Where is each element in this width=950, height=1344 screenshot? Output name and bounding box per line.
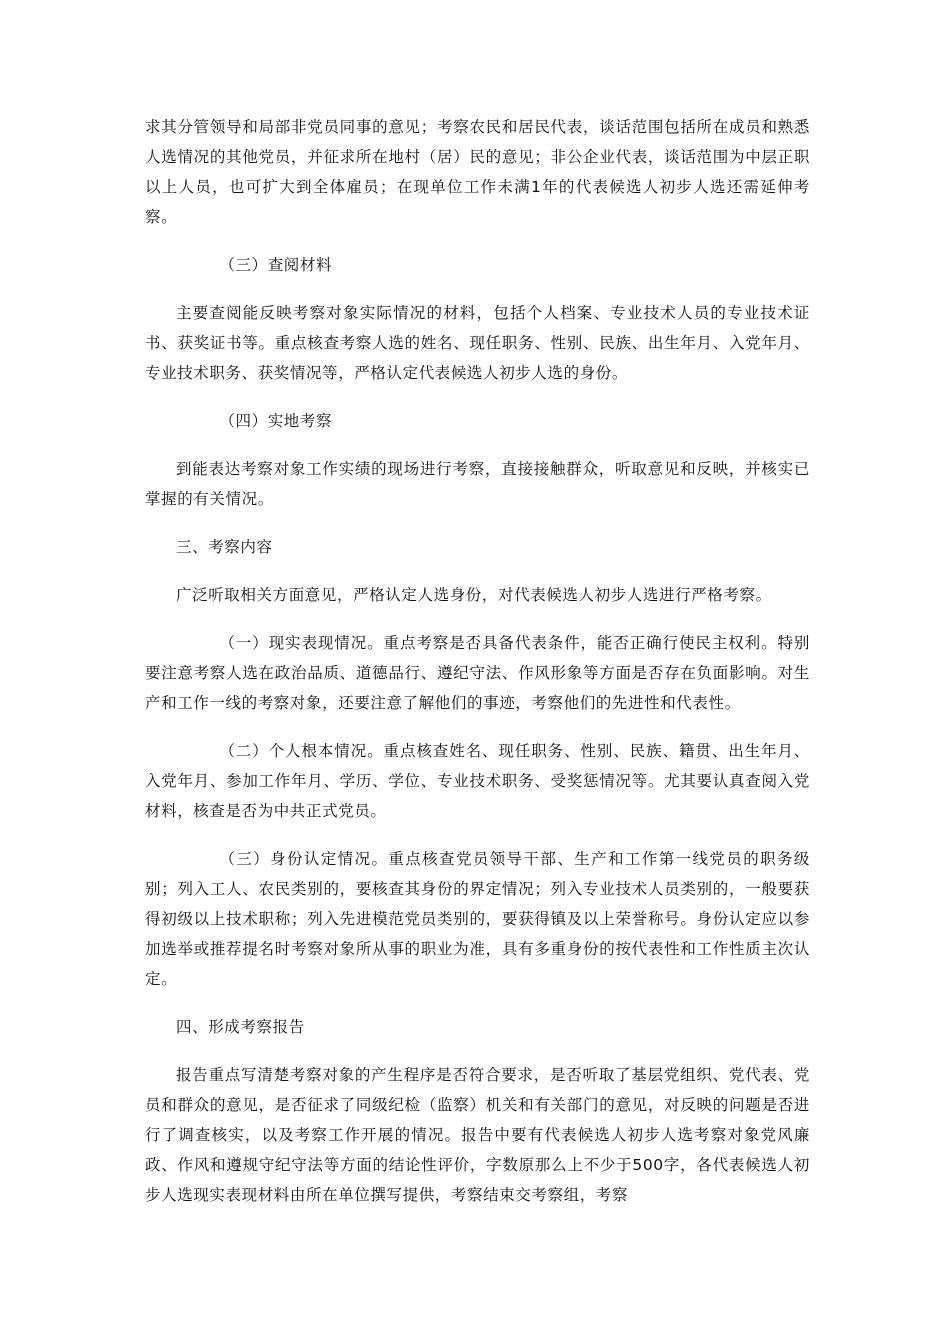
paragraph-actual-performance: （一）现实表现情况。重点考察是否具备代表条件，能否正确行使民主权利。特别要注意考察人选在政治品质、道德品行、遵纪守法、作风形象等方面是否存在负面影响。对生产和工作一线的考察对象，还要注意了解他们的事迹，考察他们的先进性和代表性。 bbox=[145, 634, 810, 712]
paragraph-inspection-report: 报告重点写清楚考察对象的产生程序是否符合要求，是否听取了基层党组织、党代表、党员和群众的意见，是否征求了同级纪检（监察）机关和有关部门的意见，对反映的问题是否进行了调查核实，以及考察工作开展的情况。报告中要有代表候选人初步人选考察对象党风廉政、作风和遵规守纪守法等方面的结论性评价，字数原那么上不少于500字，各代表候选人初步人选现实表现材料由所在单位撰写提供，考察结束交考察组，考察 bbox=[145, 1066, 810, 1204]
section-heading-field-inspection: （四）实地考察 bbox=[219, 412, 333, 430]
section-heading-inspection-content: 三、考察内容 bbox=[176, 538, 273, 556]
paragraph-identity-verification: （三）身份认定情况。重点核查党员领导干部、生产和工作第一线党员的职务级别；列入工人、农民类别的，要核查其身份的界定情况；列入专业技术人员类别的，一般要获得初级以上技术职称；列入先进模范党员类别的，要获得镇及以上荣誉称号。身份认定应以参加选举或推荐提名时考察对象所从事的职业为准，具有多重身份的按代表性和工作性质主次认定。 bbox=[145, 850, 810, 988]
paragraph-personal-info: （二）个人根本情况。重点核查姓名、现任职务、性别、民族、籍贯、出生年月、入党年月、参加工作年月、学历、学位、专业技术职务、受奖惩情况等。尤其要认真查阅入党材料，核查是否为中共正式党员。 bbox=[145, 742, 810, 820]
paragraph-inspection-content: 广泛听取相关方面意见，严格认定人选身份，对代表候选人初步人选进行严格考察。 bbox=[176, 586, 772, 604]
document-body bbox=[145, 112, 810, 1210]
section-heading-review-materials: （三）查阅材料 bbox=[219, 256, 333, 274]
section-heading-inspection-report: 四、形成考察报告 bbox=[176, 1018, 305, 1036]
paragraph-field-inspection: 到能表达考察对象工作实绩的现场进行考察，直接接触群众，听取意见和反映，并核实已掌握的有关情况。 bbox=[145, 460, 810, 508]
paragraph-interview-scope: 求其分管领导和局部非党员同事的意见；考察农民和居民代表，谈话范围包括所在成员和熟悉人选情况的其他党员，并征求所在地村（居）民的意见；非公企业代表，谈话范围为中层正职以上人员，也可扩大到全体雇员；在现单位工作未满1年的代表候选人初步人选还需延伸考察。 bbox=[145, 118, 810, 226]
paragraph-review-materials: 主要查阅能反映考察对象实际情况的材料，包括个人档案、专业技术人员的专业技术证书、获奖证书等。重点核查考察人选的姓名、现任职务、性别、民族、出生年月、入党年月、专业技术职务、获奖情况等，严格认定代表候选人初步人选的身份。 bbox=[145, 304, 810, 382]
